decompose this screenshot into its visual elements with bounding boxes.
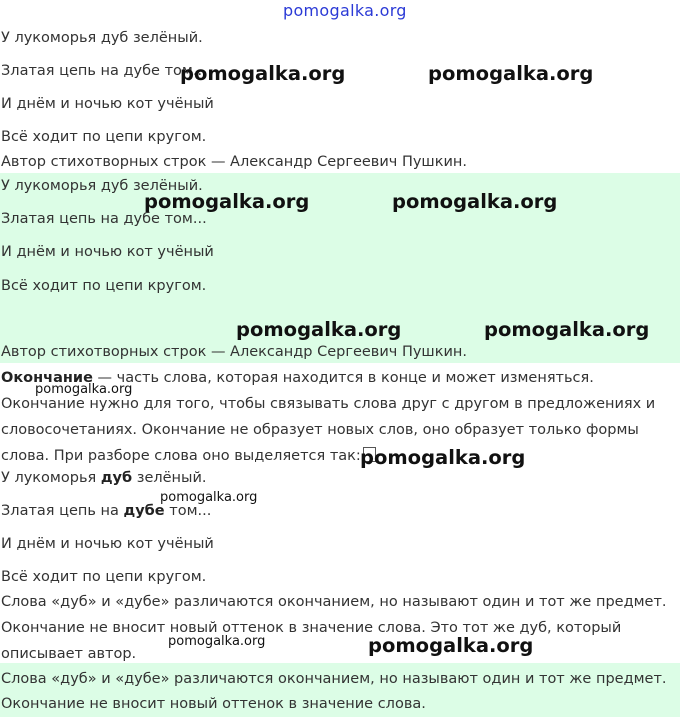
- poem3-line1: У лукоморья дуб зелёный.: [1, 470, 207, 486]
- poem1-line2: Златая цепь на дубе том...: [1, 63, 207, 79]
- explanation-line3: описывает автор.: [1, 646, 137, 662]
- watermark-mark: pomogalka.org: [484, 318, 650, 341]
- summary-line1: Слова «дуб» и «дубе» различаются окончанием, но называют один и тот же предмет.: [1, 671, 667, 687]
- definition-text: — часть слова, которая находится в конце и может изменяться. Окончание нужно для того, чтобы связывать слова друг с другом в предложениях и словосочетаниях. Окончание не образует новых слов, оно образует только формы слова. При разборе слова оно выделяется так:: [1, 370, 656, 464]
- watermark-mark: pomogalka.org: [428, 62, 594, 85]
- explanation-line2: Окончание не вносит новый оттенок в значение слова. Это тот же дуб, который: [1, 620, 622, 636]
- poem1-line3: И днём и ночью кот учёный: [1, 96, 214, 112]
- definition-paragraph: [1, 365, 671, 469]
- poem3-line4: Всё ходит по цепи кругом.: [1, 569, 207, 585]
- watermark-mark-small: pomogalka.org: [168, 634, 266, 649]
- poem1-author: Автор стихотворных строк — Александр Сергеевич Пушкин.: [1, 154, 467, 170]
- poem1-line4: Всё ходит по цепи кругом.: [1, 129, 207, 145]
- watermark-mark: pomogalka.org: [236, 318, 402, 341]
- bold-word-dube: дубе: [123, 503, 165, 519]
- watermark-mark-small: pomogalka.org: [35, 382, 133, 397]
- watermark-mark: pomogalka.org: [144, 190, 310, 213]
- bold-word-dub: дуб: [100, 470, 133, 486]
- watermark-mark: pomogalka.org: [392, 190, 558, 213]
- watermark-mark: pomogalka.org: [180, 62, 346, 85]
- definition-term: Окончание: [1, 370, 93, 386]
- poem3-line2: Златая цепь на дубе том...: [1, 503, 212, 519]
- watermark-mark: pomogalka.org: [360, 446, 526, 469]
- poem2-line3: И днём и ночью кот учёный: [1, 244, 214, 260]
- poem2-line1: У лукоморья дуб зелёный.: [1, 178, 203, 194]
- watermark-mark: pomogalka.org: [368, 634, 534, 657]
- watermark-top: pomogalka.org: [283, 1, 407, 20]
- summary-line2: Окончание не вносит новый оттенок в значение слова.: [1, 696, 426, 712]
- poem2-line4: Всё ходит по цепи кругом.: [1, 278, 207, 294]
- poem1-line1: У лукоморья дуб зелёный.: [1, 30, 203, 46]
- watermark-mark-small: pomogalka.org: [160, 490, 258, 505]
- poem2-author: Автор стихотворных строк — Александр Сергеевич Пушкин.: [1, 344, 467, 360]
- explanation-line1: Слова «дуб» и «дубе» различаются окончанием, но называют один и тот же предмет.: [1, 594, 667, 610]
- poem3-line3: И днём и ночью кот учёный: [1, 536, 214, 552]
- poem2-line2: Златая цепь на дубе том...: [1, 211, 207, 227]
